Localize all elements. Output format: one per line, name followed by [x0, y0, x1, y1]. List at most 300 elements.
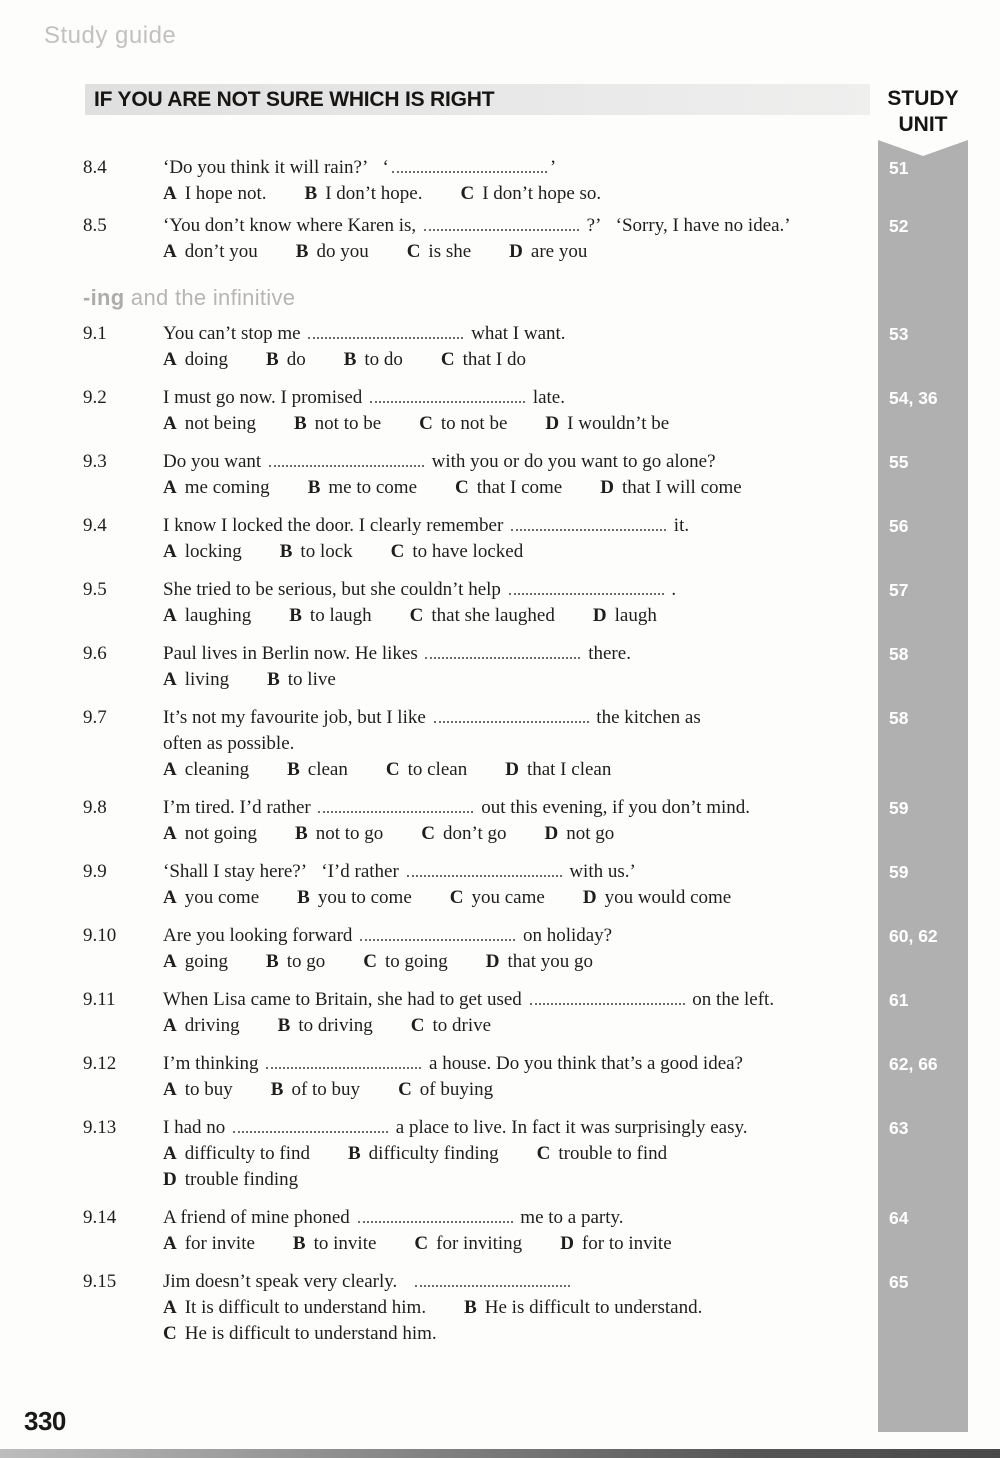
option-text: to clean	[407, 759, 468, 780]
option-letter: D	[163, 1169, 177, 1190]
answer-blank	[318, 797, 473, 813]
option-text: is she	[428, 241, 472, 262]
option-text: to invite	[313, 1233, 377, 1254]
unit-badge: 61	[889, 990, 909, 1010]
answer-blank	[424, 215, 579, 231]
option	[287, 759, 348, 780]
questions-area	[83, 155, 968, 1359]
unit-badge: 51	[889, 158, 909, 178]
option-text: locking	[184, 541, 242, 562]
option	[163, 477, 270, 498]
option-text: to buy	[184, 1079, 233, 1100]
option-text: difficulty finding	[368, 1143, 499, 1164]
answer-blank	[360, 925, 515, 941]
options-line	[163, 1231, 883, 1257]
question-number: 9.1	[83, 323, 107, 344]
option	[271, 1079, 360, 1100]
unit-badge: 58	[889, 708, 909, 728]
question-line: Jim doesn’t speak very clearly.	[163, 1269, 883, 1295]
option-letter: C	[455, 477, 469, 498]
option	[163, 1143, 310, 1164]
option	[450, 887, 545, 908]
question-row	[83, 795, 968, 847]
option-text: for to invite	[581, 1233, 672, 1254]
question-line: When Lisa came to Britain, she had to get used on the left.	[163, 989, 775, 1010]
option-letter: B	[270, 1079, 284, 1100]
question-body	[163, 1269, 883, 1347]
answer-blank	[415, 1271, 570, 1287]
page-number: 330	[24, 1406, 66, 1436]
option-letter: D	[592, 605, 607, 626]
question-body	[163, 795, 883, 847]
question-number: 9.15	[83, 1271, 117, 1292]
unit-badge: 59	[889, 798, 909, 818]
question-line: It’s not my favourite job, but I like the kitchen as	[163, 707, 701, 728]
answer-blank	[370, 387, 525, 403]
question-body	[163, 1115, 883, 1193]
option-text: that I will come	[621, 477, 742, 498]
options-line	[163, 603, 883, 629]
page-title: IF YOU ARE NOT SURE WHICH IS RIGHT	[94, 88, 495, 111]
options-line	[163, 181, 883, 207]
option-letter: D	[485, 951, 500, 972]
question-row	[83, 1205, 968, 1257]
question-number: 8.5	[83, 215, 107, 236]
question-row	[83, 213, 968, 265]
option-text: driving	[184, 1015, 240, 1036]
option-letter: B	[347, 1143, 361, 1164]
option	[600, 477, 742, 498]
option-letter: D	[545, 413, 560, 434]
unit-badge: 53	[889, 324, 909, 344]
answer-blank	[392, 157, 547, 173]
title-bar	[85, 84, 870, 115]
question-line: ‘You don’t know where Karen is, ?’ ‘Sorry, I have no idea.’	[163, 215, 791, 236]
section-heading-text: and the infinitive	[124, 285, 296, 310]
option	[505, 759, 611, 780]
option-text: laugh	[614, 605, 657, 626]
option	[294, 413, 381, 434]
question-group	[83, 155, 968, 265]
question-row	[83, 987, 968, 1039]
question-line: I know I locked the door. I clearly remember it.	[163, 515, 690, 536]
unit-badge: 52	[889, 216, 909, 236]
options-line	[163, 1295, 883, 1347]
option-text: for invite	[184, 1233, 255, 1254]
option-text: me coming	[184, 477, 270, 498]
study-guide-corner-label: Study guide	[44, 22, 177, 49]
option	[163, 541, 242, 562]
option-letter: A	[163, 1143, 177, 1164]
unit-badge: 64	[889, 1208, 909, 1228]
options-line	[163, 347, 883, 373]
option-text: to driving	[298, 1015, 373, 1036]
unit-badge: 60, 62	[889, 926, 938, 946]
question-body	[163, 1205, 883, 1257]
question-line: Do you want with you or do you want to go alone?	[163, 451, 716, 472]
option-text: are you	[530, 241, 588, 262]
option-letter: A	[163, 759, 177, 780]
unit-badge: 57	[889, 580, 909, 600]
option-letter: D	[560, 1233, 574, 1254]
option-text: don’t you	[184, 241, 258, 262]
option	[461, 183, 602, 204]
option	[163, 887, 259, 908]
option-letter: C	[414, 1233, 429, 1254]
question-number: 9.11	[83, 989, 116, 1010]
unit-badge: 62, 66	[889, 1054, 938, 1074]
question-row	[83, 1051, 968, 1103]
option	[163, 241, 258, 262]
options-line	[163, 1141, 883, 1193]
option-letter: A	[163, 477, 177, 498]
option-text: of to buy	[291, 1079, 361, 1100]
options-line	[163, 1077, 883, 1103]
study-unit-header	[878, 86, 968, 138]
unit-badge: 59	[889, 862, 909, 882]
option	[386, 759, 467, 780]
question-number: 9.14	[83, 1207, 117, 1228]
options-line	[163, 949, 883, 975]
option-letter: D	[509, 241, 523, 262]
question-body	[163, 213, 883, 265]
option-letter: A	[163, 1233, 177, 1254]
question-line: A friend of mine phoned me to a party.	[163, 1207, 624, 1228]
option	[163, 183, 267, 204]
option-text: that I do	[462, 349, 526, 370]
option	[163, 759, 249, 780]
answer-blank	[407, 861, 562, 877]
question-line: ‘Do you think it will rain?’ ‘ ’	[163, 157, 557, 178]
option-text: not to go	[315, 823, 384, 844]
question-row	[83, 1269, 968, 1347]
question-number: 9.7	[83, 707, 107, 728]
study-unit-line2: UNIT	[898, 113, 948, 136]
option-letter: C	[419, 413, 433, 434]
option-letter: C	[440, 349, 455, 370]
question-line: Are you looking forward on holiday?	[163, 925, 613, 946]
option-letter: B	[267, 669, 280, 690]
question-row	[83, 513, 968, 565]
option-letter: B	[289, 605, 302, 626]
option	[163, 349, 228, 370]
option	[266, 349, 306, 370]
option	[348, 1143, 499, 1164]
option-letter: B	[293, 413, 307, 434]
question-number: 9.10	[83, 925, 117, 946]
option-text: not being	[184, 413, 256, 434]
option-text: not going	[184, 823, 258, 844]
option-letter: A	[163, 1015, 177, 1036]
question-body	[163, 705, 883, 783]
question-body	[163, 513, 883, 565]
option	[297, 887, 412, 908]
option-letter: D	[600, 477, 614, 498]
option-text: to laugh	[309, 605, 372, 626]
option-text: living	[184, 669, 230, 690]
question-line: I’m thinking a house. Do you think that’s a good idea?	[163, 1053, 743, 1074]
option-text: that I come	[476, 477, 563, 498]
option	[163, 1233, 255, 1254]
options-line	[163, 475, 883, 501]
question-line: Paul lives in Berlin now. He likes there.	[163, 643, 631, 664]
option-text: I don’t hope.	[325, 183, 423, 204]
option-letter: B	[277, 1015, 291, 1036]
option-letter: A	[163, 183, 177, 204]
question-row	[83, 705, 968, 783]
option	[545, 823, 615, 844]
option	[398, 1079, 493, 1100]
question-body	[163, 859, 883, 911]
option	[305, 183, 423, 204]
question-row	[83, 641, 968, 693]
option-text: to not be	[440, 413, 508, 434]
question-row	[83, 1115, 968, 1193]
option-letter: A	[163, 1297, 177, 1318]
option-letter: B	[292, 1233, 306, 1254]
answer-blank	[358, 1207, 513, 1223]
option	[163, 669, 229, 690]
question-number: 9.13	[83, 1117, 117, 1138]
answer-blank	[509, 579, 664, 595]
option-letter: B	[343, 349, 357, 370]
option	[560, 1233, 671, 1254]
question-row	[83, 449, 968, 501]
question-number: 9.8	[83, 797, 107, 818]
question-row	[83, 859, 968, 911]
question-body	[163, 1051, 883, 1103]
options-line	[163, 411, 883, 437]
option	[163, 1297, 426, 1318]
option-letter: C	[410, 1015, 425, 1036]
option	[486, 951, 593, 972]
option	[163, 823, 257, 844]
option-text: do you	[316, 241, 369, 262]
question-body	[163, 641, 883, 693]
option-letter: B	[295, 823, 308, 844]
question-number: 9.2	[83, 387, 107, 408]
question-body	[163, 385, 883, 437]
option-letter: C	[398, 1079, 412, 1100]
option-letter: A	[163, 951, 177, 972]
option-letter: C	[536, 1143, 551, 1164]
answer-blank	[266, 1053, 421, 1069]
option	[545, 413, 669, 434]
option	[266, 951, 325, 972]
option	[419, 413, 507, 434]
option	[421, 823, 506, 844]
option	[414, 1233, 522, 1254]
option	[296, 241, 369, 262]
option	[267, 669, 336, 690]
options-line	[163, 885, 883, 911]
question-number: 9.5	[83, 579, 107, 600]
question-body	[163, 987, 883, 1039]
option	[163, 1015, 240, 1036]
option	[410, 605, 555, 626]
question-group	[83, 283, 968, 1347]
question-number: 9.12	[83, 1053, 117, 1074]
option-letter: A	[163, 823, 177, 844]
question-number: 8.4	[83, 157, 107, 178]
question-number: 9.3	[83, 451, 107, 472]
option-text: that you go	[507, 951, 594, 972]
question-row	[83, 923, 968, 975]
option-letter: C	[409, 605, 424, 626]
question-body	[163, 577, 883, 629]
option	[464, 1297, 702, 1318]
option-letter: B	[304, 183, 318, 204]
answer-blank	[511, 515, 666, 531]
question-line: You can’t stop me what I want.	[163, 323, 566, 344]
question-line: I’m tired. I’d rather out this evening, if you don’t mind.	[163, 797, 751, 818]
answer-blank	[233, 1117, 388, 1133]
option-letter: C	[449, 887, 464, 908]
question-row	[83, 155, 968, 207]
option-text: me to come	[328, 477, 418, 498]
question-row	[83, 321, 968, 373]
question-line: I had no a place to live. In fact it was surprisingly easy.	[163, 1117, 748, 1138]
option-letter: B	[307, 477, 321, 498]
option-text: to drive	[432, 1015, 492, 1036]
option-letter: B	[464, 1297, 477, 1318]
option-text: He is difficult to understand him.	[184, 1323, 437, 1344]
option-text: laughing	[184, 605, 252, 626]
option-text: that she laughed	[431, 605, 555, 626]
question-body	[163, 449, 883, 501]
option	[163, 1323, 437, 1344]
option	[583, 887, 731, 908]
option-text: for inviting	[436, 1233, 523, 1254]
option-letter: C	[163, 1323, 177, 1344]
question-line: often as possible.	[163, 733, 295, 754]
section-heading	[83, 283, 968, 313]
option-text: He is difficult to understand.	[484, 1297, 703, 1318]
option-letter: C	[363, 951, 377, 972]
study-unit-line1: STUDY	[887, 87, 959, 110]
option-text: you would come	[604, 887, 732, 908]
question-line: She tried to be serious, but she couldn’t help .	[163, 579, 677, 600]
option-letter: A	[163, 241, 177, 262]
option	[295, 823, 383, 844]
option-letter: B	[279, 541, 293, 562]
option-letter: B	[266, 951, 279, 972]
options-line	[163, 757, 883, 783]
option-text: you to come	[317, 887, 412, 908]
option	[593, 605, 657, 626]
option	[280, 541, 353, 562]
answer-blank	[530, 989, 685, 1005]
option-text: not to be	[314, 413, 382, 434]
unit-badge: 63	[889, 1118, 909, 1138]
option	[509, 241, 587, 262]
unit-badge: 54, 36	[889, 388, 938, 408]
question-body	[163, 923, 883, 975]
question-number: 9.6	[83, 643, 107, 664]
option-letter: C	[421, 823, 436, 844]
option-text: to have locked	[412, 541, 524, 562]
option	[163, 951, 228, 972]
question-line: I must go now. I promised late.	[163, 387, 565, 408]
question-body	[163, 321, 883, 373]
option-letter: A	[163, 1079, 177, 1100]
option-letter: B	[287, 759, 300, 780]
option-letter: C	[390, 541, 405, 562]
option	[163, 1169, 298, 1190]
option-letter: A	[163, 349, 177, 370]
option	[293, 1233, 377, 1254]
option	[455, 477, 562, 498]
option-text: do	[286, 349, 306, 370]
option	[344, 349, 403, 370]
question-number: 9.4	[83, 515, 107, 536]
unit-badge: 65	[889, 1272, 909, 1292]
question-row	[83, 385, 968, 437]
option-letter: D	[582, 887, 597, 908]
option	[537, 1143, 667, 1164]
option-letter: D	[505, 759, 519, 780]
option-letter: B	[297, 887, 310, 908]
option-text: to lock	[300, 541, 353, 562]
option	[407, 241, 471, 262]
option-text: to going	[384, 951, 448, 972]
option	[163, 413, 256, 434]
option-text: difficulty to find	[184, 1143, 310, 1164]
option-text: It is difficult to understand him.	[184, 1297, 427, 1318]
option	[363, 951, 448, 972]
option-text: I wouldn’t be	[567, 413, 670, 434]
options-line	[163, 539, 883, 565]
unit-badge: 56	[889, 516, 909, 536]
option-text: I hope not.	[184, 183, 267, 204]
option-text: not go	[566, 823, 615, 844]
option-text: trouble to find	[558, 1143, 668, 1164]
option-letter: A	[163, 669, 177, 690]
options-line	[163, 821, 883, 847]
unit-badge: 58	[889, 644, 909, 664]
section-heading-bold: -ing	[83, 285, 125, 310]
option-letter: A	[163, 413, 177, 434]
answer-blank	[425, 643, 580, 659]
option	[163, 1079, 233, 1100]
option	[163, 605, 251, 626]
option-text: don’t go	[443, 823, 507, 844]
option-text: you came	[471, 887, 545, 908]
option-text: doing	[184, 349, 229, 370]
option	[391, 541, 524, 562]
option-letter: D	[544, 823, 559, 844]
option-letter: A	[163, 887, 177, 908]
option	[411, 1015, 491, 1036]
option-letter: A	[163, 541, 177, 562]
answer-blank	[434, 707, 589, 723]
option-text: I don’t hope so.	[482, 183, 602, 204]
option-letter: C	[460, 183, 475, 204]
option	[308, 477, 417, 498]
option-letter: B	[266, 349, 279, 370]
question-number: 9.9	[83, 861, 107, 882]
option	[278, 1015, 373, 1036]
option-letter: A	[163, 605, 177, 626]
option-text: trouble finding	[184, 1169, 299, 1190]
option-text: to do	[364, 349, 403, 370]
option-letter: C	[385, 759, 400, 780]
option-text: to go	[286, 951, 326, 972]
answer-blank	[308, 323, 463, 339]
options-line	[163, 667, 883, 693]
option-text: that I clean	[526, 759, 612, 780]
question-body	[163, 155, 883, 207]
